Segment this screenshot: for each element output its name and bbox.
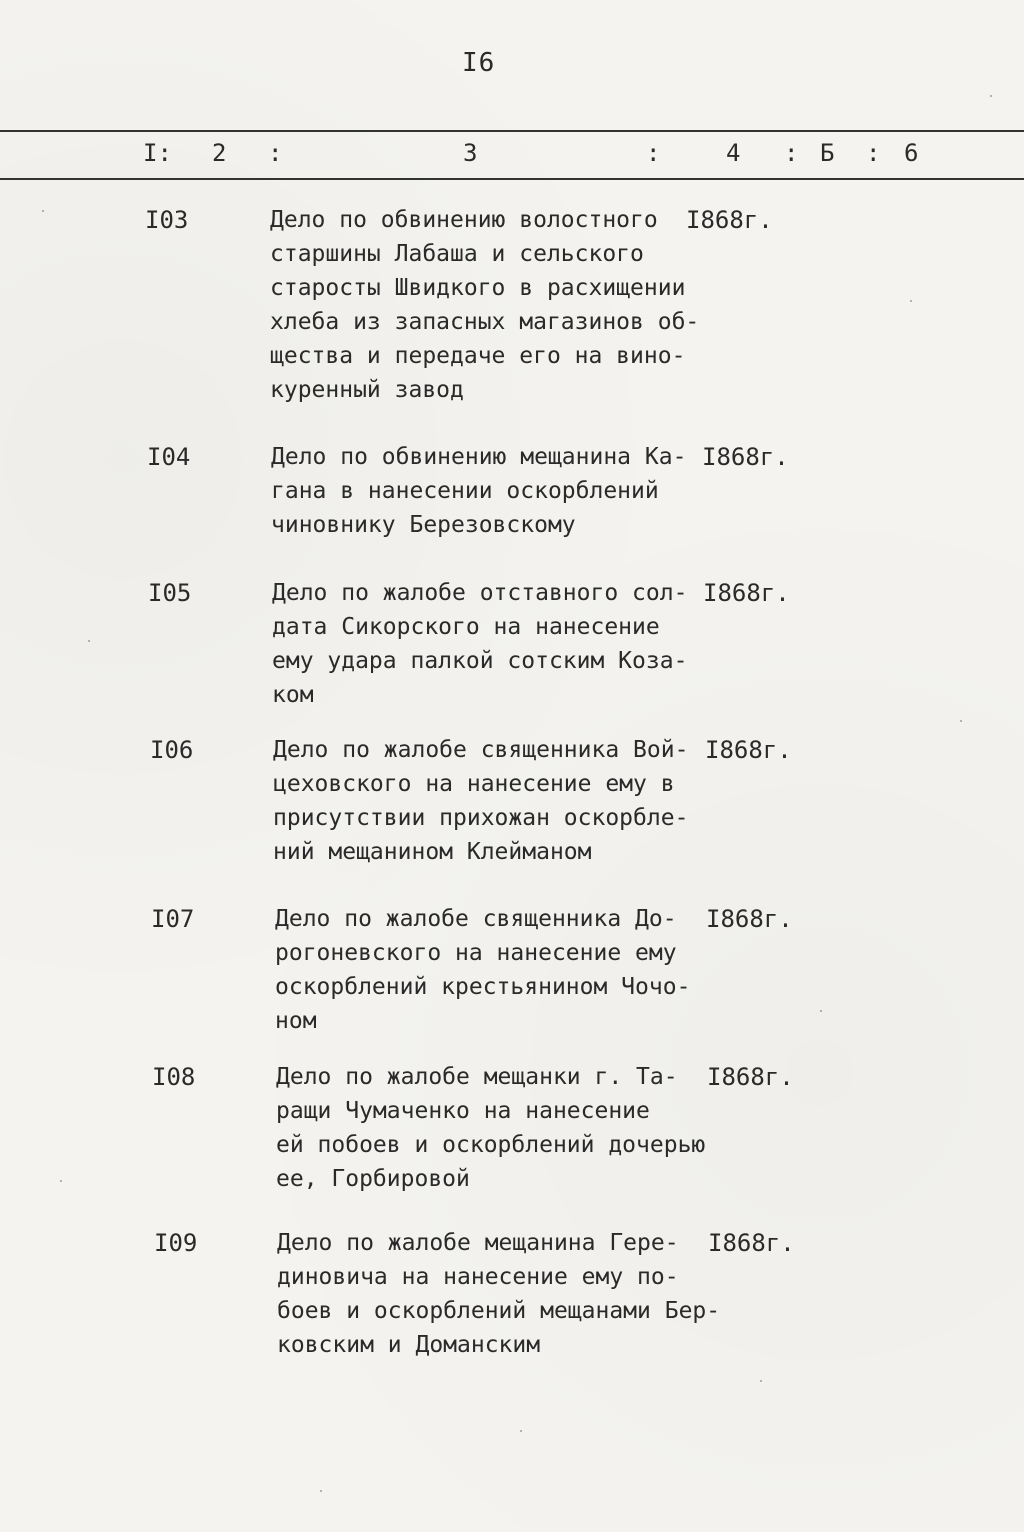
description-line: ее, Горбировой [276, 1166, 470, 1192]
case-number: I06 [150, 736, 194, 764]
description-line: Дело по обвинению волостного [270, 207, 658, 233]
description-line: куренный завод [270, 377, 464, 403]
description-line: ковским и Доманским [277, 1332, 541, 1358]
description-line: боев и оскорблений мещанами Бер- [277, 1298, 721, 1324]
case-number: I07 [151, 905, 195, 933]
description-line: ном [275, 1008, 317, 1034]
scan-speck [910, 300, 912, 302]
case-description [277, 1226, 727, 1362]
scan-speck [520, 1430, 522, 1432]
description-line: ему удара палкой сотским Коза- [272, 648, 688, 674]
description-line: Дело по жалобе мещанина Гере- [277, 1230, 679, 1256]
column-separator: : [784, 139, 799, 167]
column-header-6: 6 [904, 139, 919, 167]
header-top-rule [0, 130, 1024, 132]
case-year: I868г. [703, 579, 790, 607]
case-year: I868г. [702, 443, 789, 471]
description-line: хлеба из запасных магазинов об- [270, 309, 700, 335]
description-line: Дело по жалобе священника До- [275, 906, 677, 932]
column-header-5: Б [820, 139, 835, 167]
description-line: диновича на нанесение ему по- [277, 1264, 679, 1290]
column-header-3: 3 [463, 139, 478, 167]
scan-speck [60, 1180, 62, 1182]
description-line: ний мещанином Клейманом [273, 839, 592, 865]
scan-speck [820, 1010, 822, 1012]
description-line: Дело по жалобе отставного сол- [272, 580, 688, 606]
scan-speck [42, 210, 44, 212]
case-year: I868г. [706, 905, 793, 933]
description-line: оскорблений крестьянином Чочо- [275, 974, 691, 1000]
description-line: Дело по жалобе мещанки г. Та- [276, 1064, 678, 1090]
case-description [272, 576, 722, 712]
case-number: I09 [154, 1229, 198, 1257]
column-separator: : [646, 139, 661, 167]
description-line: гана в нанесении оскорблений [271, 478, 659, 504]
description-line: ком [272, 682, 314, 708]
description-line: старшины Лабаша и сельского [270, 241, 644, 267]
case-number: I08 [152, 1063, 196, 1091]
description-line: ей побоев и оскорблений дочерью [276, 1132, 706, 1158]
description-line: старосты Швидкого в расхищении [270, 275, 686, 301]
column-separator: : [268, 139, 283, 167]
description-line: Дело по жалобе священника Вой- [273, 737, 689, 763]
case-description [270, 203, 720, 407]
case-year: I868г. [705, 736, 792, 764]
case-description [273, 733, 723, 869]
case-description [271, 440, 721, 542]
case-description [275, 902, 725, 1038]
case-number: I04 [147, 443, 191, 471]
header-bottom-rule [0, 178, 1024, 180]
case-number: I03 [145, 206, 189, 234]
scan-speck [960, 720, 962, 722]
case-number: I05 [148, 579, 192, 607]
description-line: дата Сикорского на нанесение [272, 614, 660, 640]
column-header-1: I: [143, 139, 172, 167]
description-line: рогоневского на нанесение ему [275, 940, 677, 966]
description-line: цеховского на нанесение ему в [273, 771, 675, 797]
scan-speck [990, 95, 992, 97]
column-header-4: 4 [726, 139, 741, 167]
description-line: чиновнику Березовскому [271, 512, 576, 538]
scan-speck [88, 640, 90, 642]
scan-speck [760, 1380, 762, 1382]
case-year: I868г. [686, 206, 773, 234]
description-line: присутствии прихожан оскорбле- [273, 805, 689, 831]
case-year: I868г. [707, 1063, 794, 1091]
description-line: Дело по обвинению мещанина Ка- [271, 444, 687, 470]
page-number: I6 [462, 48, 496, 78]
case-description [276, 1060, 726, 1196]
scan-speck [320, 1490, 322, 1492]
column-separator: : [866, 139, 881, 167]
description-line: щества и передаче его на вино- [270, 343, 686, 369]
column-header-2: 2 [212, 139, 227, 167]
case-year: I868г. [708, 1229, 795, 1257]
description-line: ращи Чумаченко на нанесение [276, 1098, 650, 1124]
